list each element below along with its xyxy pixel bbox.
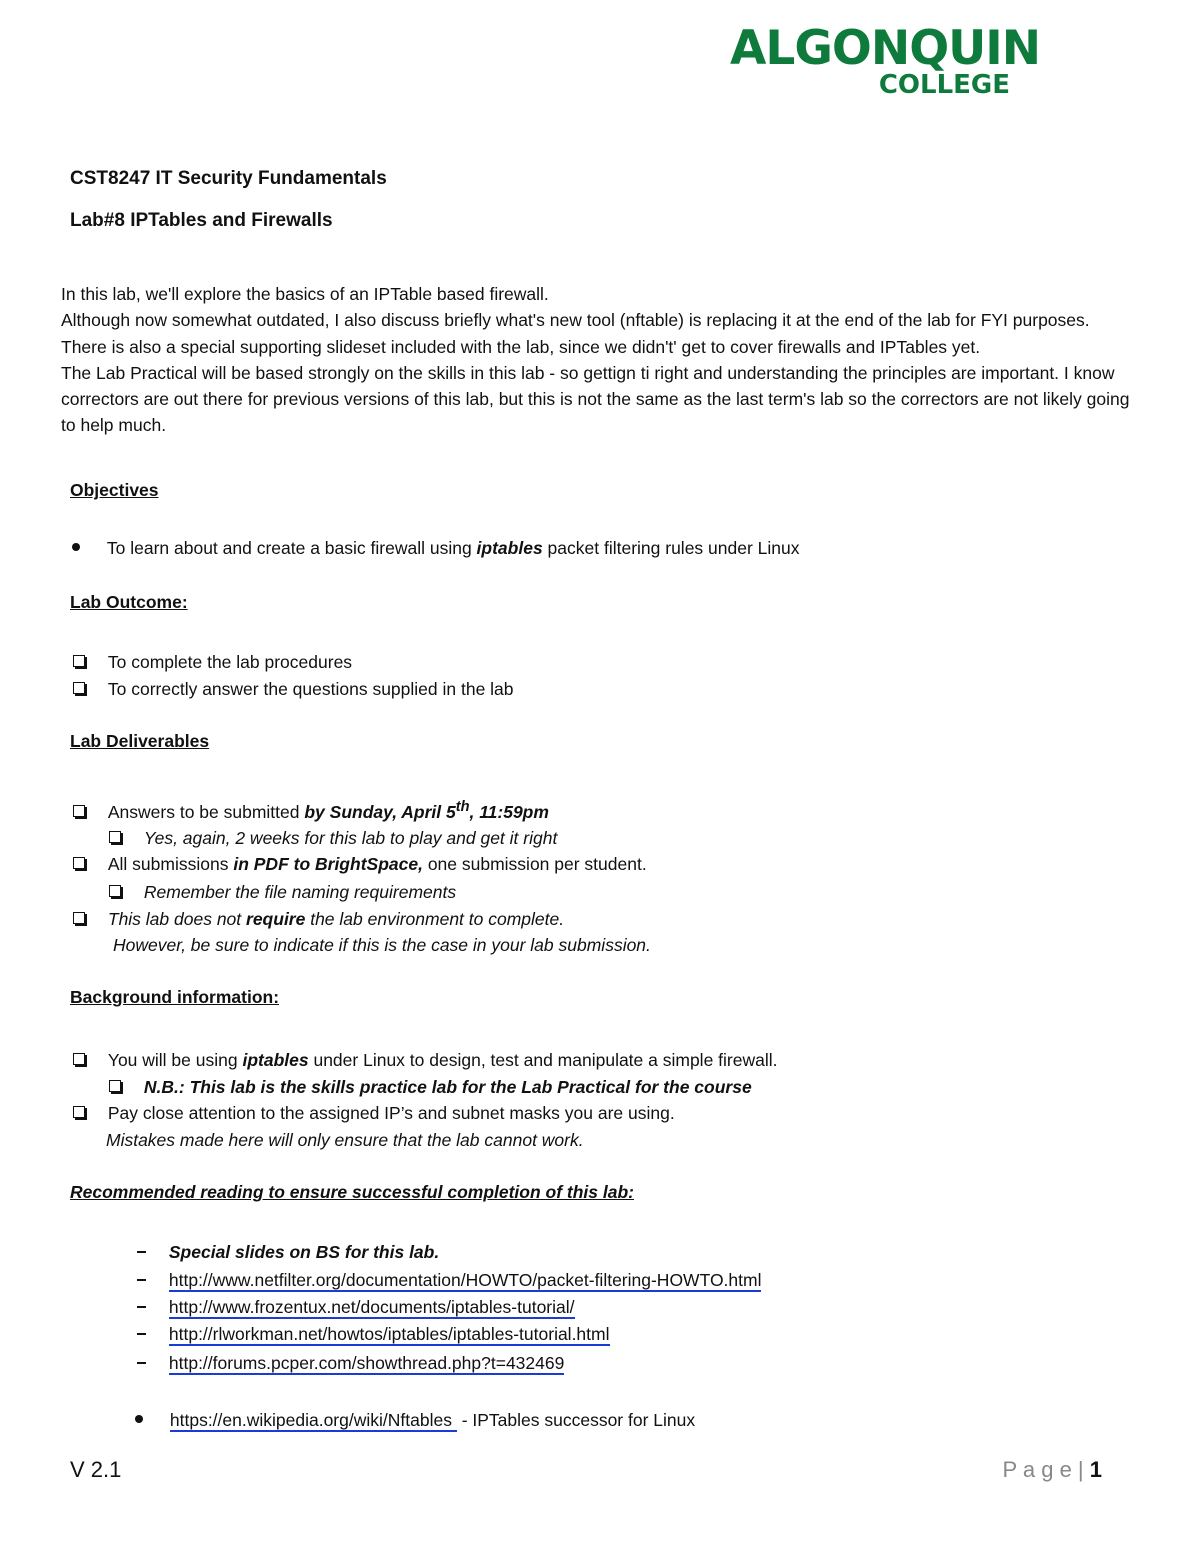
deliverable-post: the lab environment to complete. xyxy=(305,909,565,929)
deliverable-subitem-label: Remember the file naming requirements xyxy=(143,882,457,902)
background-pre: You will be using xyxy=(107,1050,243,1070)
outcome-item xyxy=(73,679,514,700)
outcome-item-label: To correctly answer the questions supplied in the lab xyxy=(107,679,514,699)
background-heading: Background information: xyxy=(70,987,280,1007)
background-item xyxy=(73,1050,778,1071)
wiki-link[interactable]: https://en.wikipedia.org/wiki/Nftables xyxy=(169,1410,457,1430)
objective-post: packet filtering rules under Linux xyxy=(542,538,800,558)
background-note: Mistakes made here will only ensure that the lab cannot work. xyxy=(106,1130,584,1150)
checkbox-icon xyxy=(109,885,121,897)
intro-p2: Although now somewhat outdated, I also discuss briefly what's new tool (nftable) is replacing it at the end of the lab for FYI purposes. xyxy=(61,310,1090,331)
lab-title: Lab#8 IPTables and Firewalls xyxy=(70,210,333,231)
intro-text xyxy=(61,281,1131,439)
bullet-dot-icon xyxy=(72,543,80,551)
objective-em: iptables xyxy=(476,538,543,558)
logo-line1: ALGONQUIN xyxy=(730,21,1041,76)
footer-version: V 2.1 xyxy=(70,1457,122,1482)
reading-special: Special slides on BS for this lab. xyxy=(168,1242,440,1262)
checkbox-icon xyxy=(109,1080,121,1092)
intro-p4: The Lab Practical will be based strongly on the skills in this lab - so gettign ti right and understanding the principles are important. I know correctors are out there for previous versions of this lab, but this is not the same as the last term's lab so the correctors are not likely going to help much. xyxy=(61,362,1130,436)
outcome-item-label: To complete the lab procedures xyxy=(107,652,353,672)
dash-bullet-icon xyxy=(137,1362,146,1365)
dash-bullet-icon xyxy=(137,1279,146,1282)
checkbox-icon xyxy=(73,655,85,667)
reading-item xyxy=(135,1410,695,1431)
deliverable-item xyxy=(73,799,549,823)
reading-link[interactable]: http://forums.pcper.com/showthread.php?t=432469 xyxy=(168,1353,565,1373)
background-subitem-label: N.B.: This lab is the skills practice lab for the Lab Practical for the course xyxy=(143,1077,752,1097)
objective-item xyxy=(72,538,800,559)
checkbox-icon xyxy=(73,805,85,817)
footer-page xyxy=(1002,1457,1102,1483)
checkbox-icon xyxy=(73,1106,85,1118)
dash-bullet-icon xyxy=(137,1333,146,1336)
footer-page-label: P a g e | xyxy=(1002,1457,1090,1482)
checkbox-icon xyxy=(73,1053,85,1065)
deliverable-date: by Sunday, April 5 xyxy=(304,801,456,822)
deliverable-time: , 11:59pm xyxy=(469,801,549,822)
deliverable-pre: This lab does not xyxy=(107,909,247,929)
background-em: iptables xyxy=(242,1050,309,1070)
background-item xyxy=(73,1103,675,1124)
deliverable-post: one submission per student. xyxy=(422,854,647,874)
logo-line2: COLLEGE xyxy=(878,70,1010,100)
reading-item xyxy=(137,1324,610,1345)
reading-item xyxy=(137,1297,575,1318)
objective-pre: To learn about and create a basic firewall using xyxy=(106,538,477,558)
checkbox-icon xyxy=(73,912,85,924)
deliverable-item xyxy=(73,909,564,930)
deliverables-heading: Lab Deliverables xyxy=(70,731,210,751)
deliverable-pre: All submissions xyxy=(107,854,234,874)
deliverable-item xyxy=(73,854,647,875)
deliverable-date-sup: th xyxy=(455,799,470,815)
reading-link[interactable]: http://rlworkman.net/howtos/iptables/iptables-tutorial.html xyxy=(168,1324,610,1344)
college-logo xyxy=(730,21,1041,100)
reading-item xyxy=(137,1242,439,1263)
outcome-item xyxy=(73,652,352,673)
reading-link[interactable]: http://www.frozentux.net/documents/iptables-tutorial/ xyxy=(168,1297,575,1317)
reading-item xyxy=(137,1353,564,1374)
deliverable-pre: Answers to be submitted xyxy=(107,801,305,822)
deliverable-subitem-label: Yes, again, 2 weeks for this lab to play and get it right xyxy=(143,828,558,848)
reading-link[interactable]: http://www.netfilter.org/documentation/HOWTO/packet-filtering-HOWTO.html xyxy=(168,1270,762,1290)
course-title: CST8247 IT Security Fundamentals xyxy=(70,168,387,189)
footer-page-number: 1 xyxy=(1089,1457,1102,1482)
background-item-label: Pay close attention to the assigned IP’s and subnet masks you are using. xyxy=(107,1103,675,1123)
dash-bullet-icon xyxy=(137,1306,146,1309)
objectives-heading: Objectives xyxy=(70,480,159,500)
reading-item xyxy=(137,1270,761,1291)
intro-p3: There is also a special supporting slideset included with the lab, since we didn't' get to cover firewalls and IPTables yet. xyxy=(61,336,981,357)
background-subitem xyxy=(109,1077,752,1098)
background-post: under Linux to design, test and manipulate a simple firewall. xyxy=(308,1050,778,1070)
checkbox-icon xyxy=(73,857,85,869)
intro-p1: In this lab, we'll explore the basics of an IPTable based firewall. xyxy=(61,284,549,304)
bullet-dot-icon xyxy=(135,1415,143,1423)
dash-bullet-icon xyxy=(137,1251,146,1254)
deliverable-bold: in PDF to BrightSpace, xyxy=(233,854,423,874)
checkbox-icon xyxy=(73,682,85,694)
outcome-heading: Lab Outcome: xyxy=(70,592,188,612)
deliverable-subitem xyxy=(109,882,456,903)
deliverable-note: However, be sure to indicate if this is the case in your lab submission. xyxy=(113,935,651,955)
reading-heading: Recommended reading to ensure successful completion of this lab: xyxy=(70,1182,634,1202)
deliverable-bold: require xyxy=(246,909,306,929)
checkbox-icon xyxy=(109,831,121,843)
wiki-suffix: - IPTables successor for Linux xyxy=(456,1410,696,1430)
deliverable-subitem xyxy=(109,828,557,849)
